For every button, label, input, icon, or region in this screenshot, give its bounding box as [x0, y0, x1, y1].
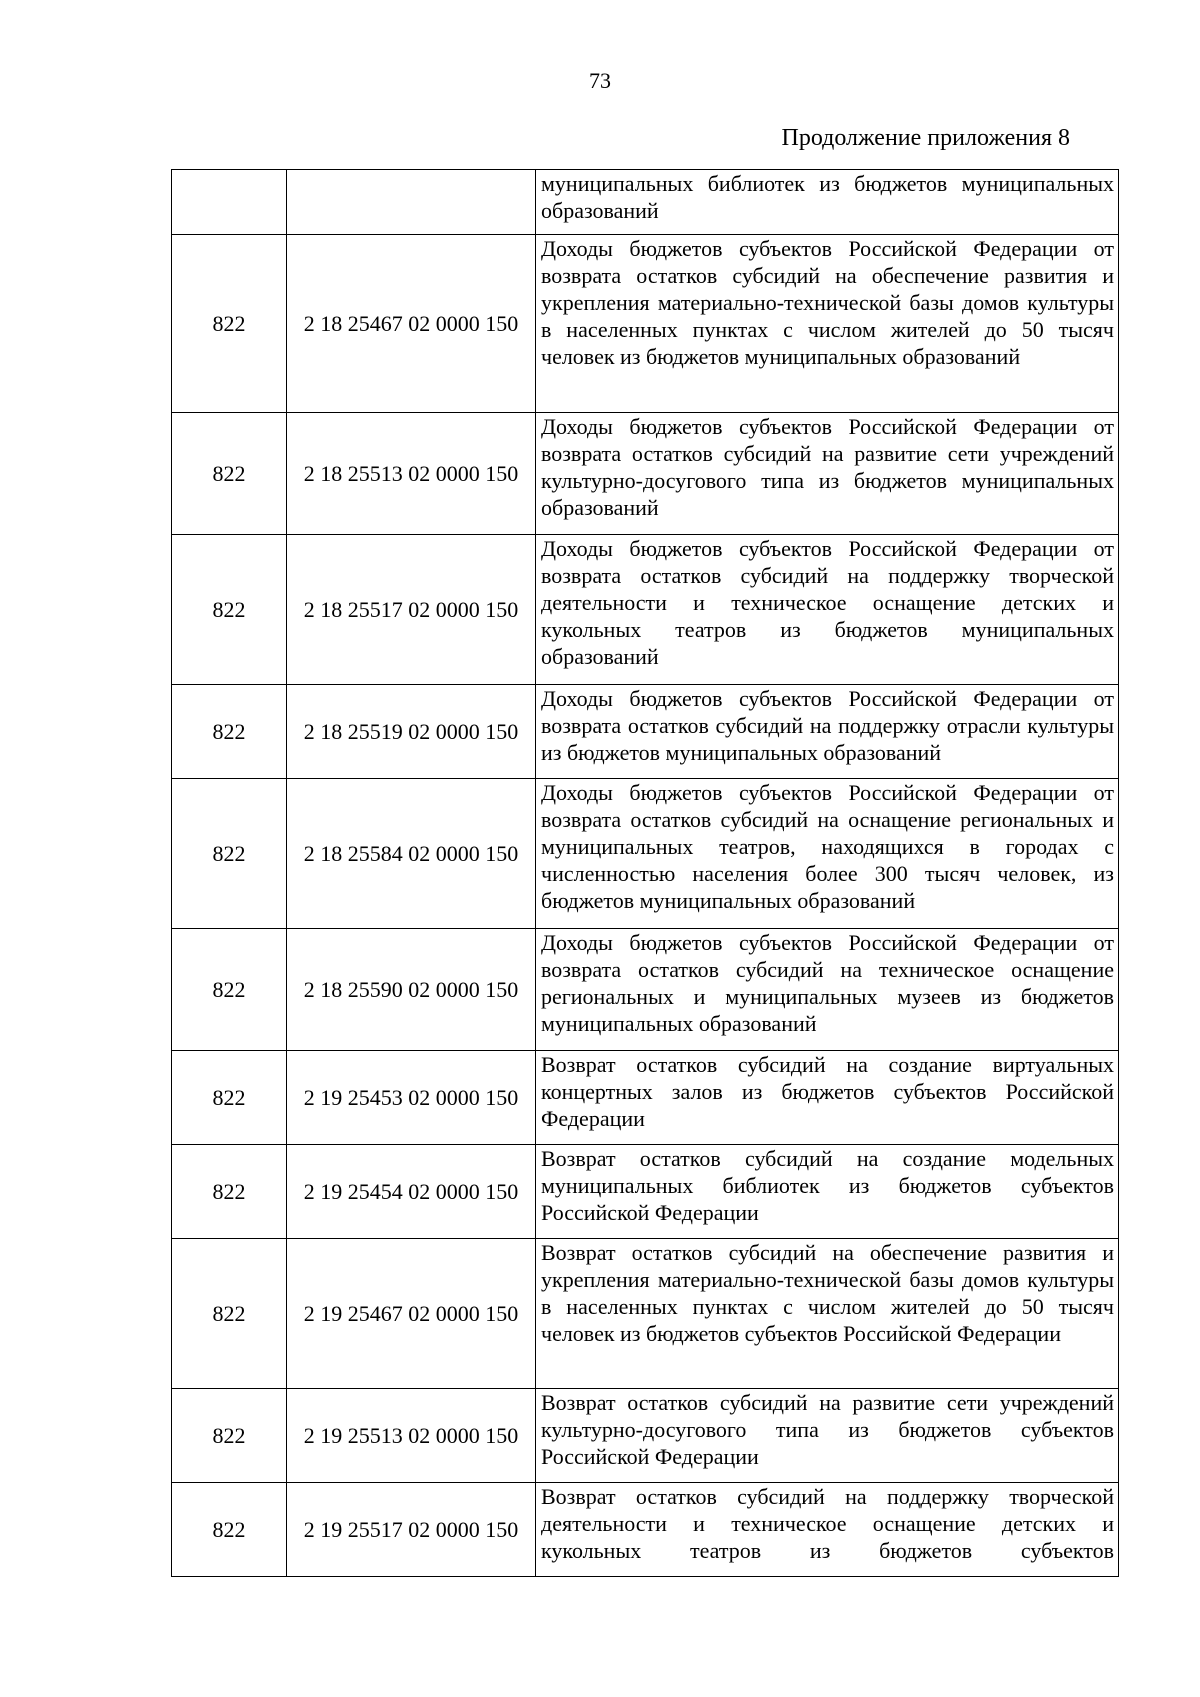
admin-code-cell: 822	[172, 685, 287, 779]
budget-code-cell	[287, 170, 536, 235]
budget-code-cell: 2 18 25467 02 0000 150	[287, 235, 536, 413]
description-cell: Доходы бюджетов субъектов Российской Федерации от возврата остатков субсидий на поддержку творческой деятельности и техническое оснащение детских и кукольных театров из бюджетов муниципальных образований	[536, 535, 1119, 685]
table-row	[172, 170, 1119, 235]
description-cell: Возврат остатков субсидий на создание модельных муниципальных библиотек из бюджетов субъектов Российской Федерации	[536, 1145, 1119, 1239]
budget-code-cell: 2 19 25513 02 0000 150	[287, 1389, 536, 1483]
table-row	[172, 535, 1119, 685]
description-cell: Возврат остатков субсидий на развитие сети учреждений культурно-досугового типа из бюджетов субъектов Российской Федерации	[536, 1389, 1119, 1483]
table-row	[172, 413, 1119, 535]
table-row	[172, 1239, 1119, 1389]
admin-code-cell: 822	[172, 535, 287, 685]
admin-code-cell: 822	[172, 1389, 287, 1483]
description-cell: Доходы бюджетов субъектов Российской Федерации от возврата остатков субсидий на развитие сети учреждений культурно-досугового типа из бюджетов муниципальных образований	[536, 413, 1119, 535]
description-cell: Возврат остатков субсидий на создание виртуальных концертных залов из бюджетов субъектов Российской Федерации	[536, 1051, 1119, 1145]
budget-code-cell: 2 19 25453 02 0000 150	[287, 1051, 536, 1145]
description-cell: Доходы бюджетов субъектов Российской Федерации от возврата остатков субсидий на обеспечение развития и укрепления материально-технической базы домов культуры в населенных пунктах с числом жителей до 50 тысяч человек из бюджетов муниципальных образований	[536, 235, 1119, 413]
description-cell: Доходы бюджетов субъектов Российской Федерации от возврата остатков субсидий на поддержку отрасли культуры из бюджетов муниципальных образований	[536, 685, 1119, 779]
budget-code-cell: 2 18 25519 02 0000 150	[287, 685, 536, 779]
admin-code-cell: 822	[172, 1051, 287, 1145]
table-row	[172, 235, 1119, 413]
admin-code-cell: 822	[172, 1239, 287, 1389]
table-row	[172, 685, 1119, 779]
page-number: 73	[589, 68, 611, 93]
admin-code-cell: 822	[172, 929, 287, 1051]
budget-code-cell: 2 19 25517 02 0000 150	[287, 1483, 536, 1577]
description-cell: Доходы бюджетов субъектов Российской Федерации от возврата остатков субсидий на оснащение региональных и муниципальных театров, находящихся в городах с численностью населения более 300 тысяч человек, из бюджетов муниципальных образований	[536, 779, 1119, 929]
budget-code-cell: 2 18 25590 02 0000 150	[287, 929, 536, 1051]
budget-code-cell: 2 18 25513 02 0000 150	[287, 413, 536, 535]
admin-code-cell: 822	[172, 1483, 287, 1577]
admin-code-cell: 822	[172, 779, 287, 929]
budget-codes-table	[171, 169, 1119, 1577]
admin-code-cell: 822	[172, 235, 287, 413]
table-row	[172, 1051, 1119, 1145]
table-row	[172, 929, 1119, 1051]
admin-code-cell: 822	[172, 1145, 287, 1239]
admin-code-cell: 822	[172, 413, 287, 535]
description-cell: Возврат остатков субсидий на поддержку творческой деятельности и техническое оснащение детских и кукольных театров из бюджетов субъектов	[536, 1483, 1119, 1577]
table-row	[172, 1483, 1119, 1577]
description-cell: муниципальных библиотек из бюджетов муниципальных образований	[536, 170, 1119, 235]
description-cell: Возврат остатков субсидий на обеспечение развития и укрепления материально-технической базы домов культуры в населенных пунктах с числом жителей до 50 тысяч человек из бюджетов субъектов Российской Федерации	[536, 1239, 1119, 1389]
description-cell: Доходы бюджетов субъектов Российской Федерации от возврата остатков субсидий на техническое оснащение региональных и муниципальных музеев из бюджетов муниципальных образований	[536, 929, 1119, 1051]
budget-code-cell: 2 18 25517 02 0000 150	[287, 535, 536, 685]
budget-code-cell: 2 19 25467 02 0000 150	[287, 1239, 536, 1389]
admin-code-cell	[172, 170, 287, 235]
table-row	[172, 779, 1119, 929]
appendix-continuation-label: Продолжение приложения 8	[781, 125, 1070, 151]
table-row	[172, 1145, 1119, 1239]
table-row	[172, 1389, 1119, 1483]
budget-code-cell: 2 18 25584 02 0000 150	[287, 779, 536, 929]
budget-code-cell: 2 19 25454 02 0000 150	[287, 1145, 536, 1239]
